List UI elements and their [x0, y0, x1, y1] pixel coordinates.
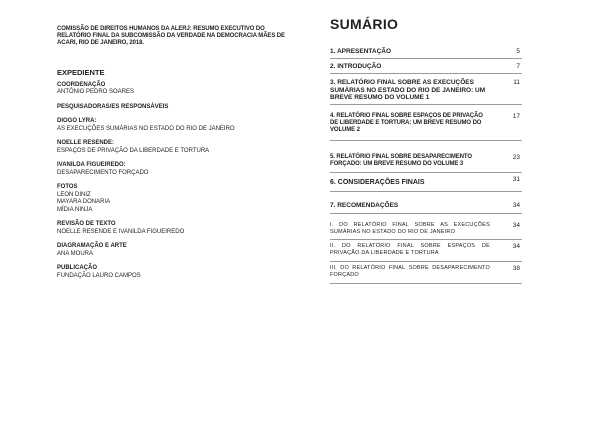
toc-item-page: 23: [512, 154, 520, 161]
toc-item-text: III. DO RELATÓRIO FINAL SOBRE DESAPARECIMENTO FORÇADO: [330, 265, 490, 278]
toc-item-page: 34: [512, 222, 520, 229]
toc-item-text: 4. RELATÓRIO FINAL SOBRE ESPAÇOS DE PRIVAÇÃO DE LIBERDADE E TORTURA: UM BREVE RESUMO DO VOLUME 2: [330, 113, 483, 133]
credit-name: MÍDIA NINJA: [57, 206, 93, 213]
credit-role: IVANILDA FIGUEIREDO:: [57, 162, 126, 169]
credit-role: NOELLE RESENDE:: [57, 140, 115, 147]
toc-item-text: 5. RELATÓRIO FINAL SOBRE DESAPARECIMENTO FORÇADO: UM BREVE RESUMO DO VOLUME 3: [330, 154, 472, 167]
toc-item-text: I. DO RELATÓRIO FINAL SOBRE AS EXECUÇÕES SUMÁRIAS NO ESTADO DO RIO DE JANEIRO: [330, 222, 490, 235]
credit-block: [57, 221, 287, 236]
toc-item[interactable]: [330, 113, 522, 141]
toc-item[interactable]: [330, 79, 522, 105]
credit-role: COORDENAÇÃO: [57, 81, 106, 88]
credit-name: ESPAÇOS DE PRIVAÇÃO DA LIBERDADE E TORTURA: [57, 147, 210, 154]
credit-role: REVISÃO DE TEXTO: [57, 221, 116, 228]
credit-block: [57, 243, 287, 258]
credit-role: FOTOS: [57, 184, 78, 191]
credit-block: [57, 82, 287, 97]
publication-intro: COMISSÃO DE DIREITOS HUMANOS DA ALERJ: RESUMO EXECUTIVO DO RELATÓRIO FINAL DA SUBCOMISSÃO DA VERDADE NA DEMOCRACIA MÃES DE ACARI, RIO DE JANEIRO, 2018.: [57, 26, 285, 47]
credit-role: PUBLICAÇÃO: [57, 265, 97, 272]
toc-item[interactable]: [330, 265, 522, 284]
toc-item[interactable]: [330, 243, 522, 262]
expediente-column: [57, 26, 287, 287]
credit-name: ANA MOURA: [57, 250, 94, 257]
toc-item-page: 5: [516, 48, 520, 55]
credit-block: [57, 118, 287, 133]
credit-name: ANTÔNIO PEDRO SOARES: [57, 89, 135, 96]
toc-item[interactable]: [330, 48, 522, 59]
credit-name: AS EXECUÇÕES SUMÁRIAS NO ESTADO DO RIO DE JANEIRO: [57, 125, 235, 132]
toc-item[interactable]: [330, 222, 522, 240]
expediente-title: EXPEDIENTE: [57, 67, 105, 77]
toc-item-text: 6. CONSIDERAÇÕES FINAIS: [330, 179, 425, 186]
toc-item-page: 34: [512, 202, 520, 209]
toc-item-page: 11: [513, 79, 520, 86]
toc-item[interactable]: [330, 154, 522, 173]
toc-item-page: 7: [516, 63, 520, 70]
credit-name: MAYARA DONARIA: [57, 199, 111, 206]
credit-name: LEON DINIZ: [57, 191, 91, 198]
credit-block: [57, 184, 287, 214]
toc-item-text: 7. RECOMENDAÇÕES: [330, 202, 399, 209]
toc-item-page: 17: [512, 113, 520, 120]
toc-item-text: 2. INTRODUÇÃO: [330, 63, 382, 70]
toc-item-text: II. DO RELATÓRIO FINAL SOBRE ESPAÇOS DE PRIVAÇÃO DA LIBERDADE E TORTURA: [330, 243, 490, 256]
credit-block: [57, 265, 287, 280]
credit-name: DESAPARECIMENTO FORÇADO: [57, 169, 149, 176]
credit-name: FUNDAÇÃO LAURO CAMPOS: [57, 272, 141, 279]
toc-item-text: 3. RELATÓRIO FINAL SOBRE AS EXECUÇÕES SUMÁRIAS NO ESTADO DO RIO DE JANEIRO: UM BREVE RESUMO DO VOLUME 1: [330, 79, 486, 101]
credit-block: [57, 104, 287, 112]
credit-role: PESQUISADORAS/ES RESPONSÁVEIS: [57, 103, 169, 110]
toc-item-page: 38: [512, 265, 520, 272]
toc-item[interactable]: [330, 176, 522, 192]
sumario-title: SUMÁRIO: [330, 16, 399, 32]
credit-role: DIAGRAMAÇÃO E ARTE: [57, 243, 127, 250]
credit-name: NOELLE RESENDE E IVANILDA FIGUEIREDO: [57, 228, 185, 235]
toc-item[interactable]: [330, 202, 522, 214]
credits-list: [57, 82, 287, 281]
credit-block: [57, 140, 287, 155]
toc-item-page: 34: [512, 243, 520, 250]
toc-item-page: 31: [512, 176, 520, 183]
sumario-column: [330, 0, 522, 424]
credit-block: [57, 162, 287, 177]
toc-item[interactable]: [330, 63, 522, 74]
toc-item-text: 1. APRESENTAÇÃO: [330, 48, 392, 55]
credit-role: DIOGO LYRA:: [57, 118, 97, 125]
